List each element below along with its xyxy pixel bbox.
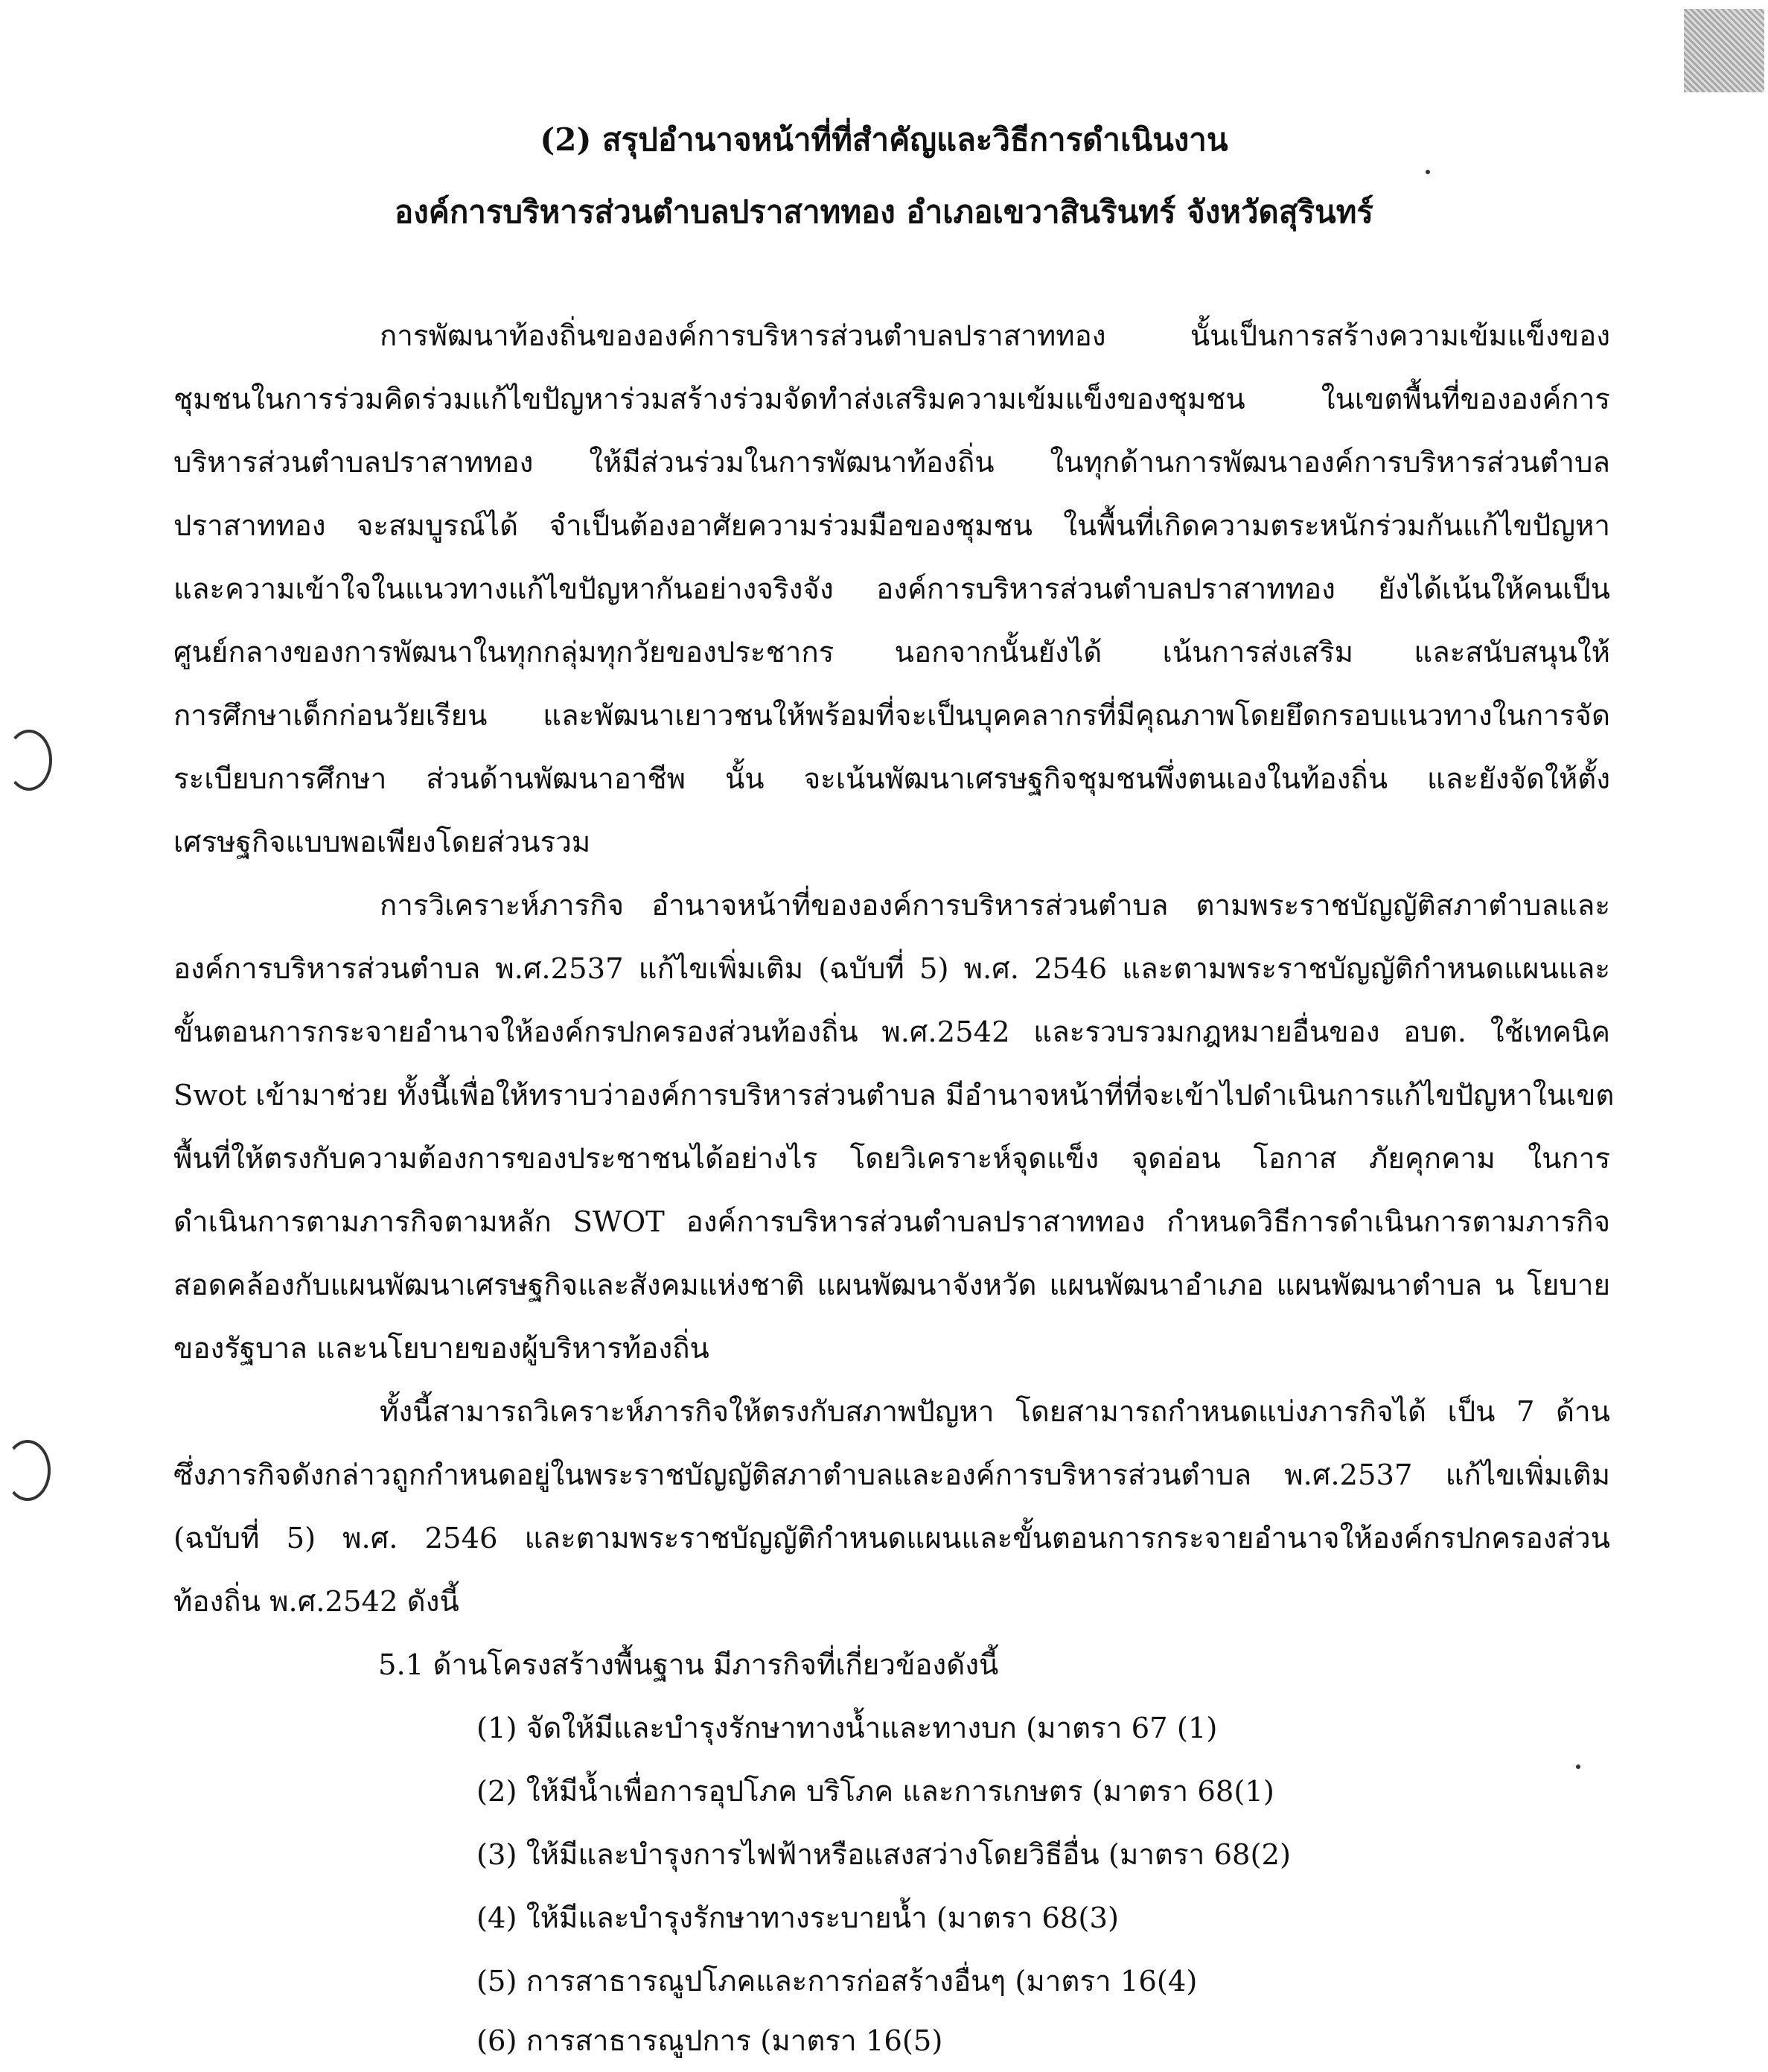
section-heading: 5.1 ด้านโครงสร้างพื้นฐาน มีภารกิจที่เกี่ยวข้องดังนี้ bbox=[378, 1648, 999, 1682]
paragraph-line: ระเบียบการศึกษา ส่วนด้านพัฒนาอาชีพ นั้น จะเน้นพัฒนาเศรษฐกิจชุมชนพึ่งตนเองในท้องถิ่น และยังจัดให้ตั้ง bbox=[173, 762, 1610, 796]
scan-speck bbox=[1426, 170, 1430, 174]
paragraph-line: ทั้งนี้สามารถวิเคราะห์ภารกิจให้ตรงกับสภาพปัญหา โดยสามารถกำหนดแบ่งภารกิจได้ เป็น 7 ด้าน bbox=[380, 1395, 1610, 1429]
paragraph-line: (ฉบับที่ 5) พ.ศ. 2546 และตามพระราชบัญญัติกำหนดแผนและขั้นตอนการกระจายอำนาจให้องค์กรปกครองส่วน bbox=[173, 1522, 1610, 1555]
paragraph-line: การวิเคราะห์ภารกิจ อำนาจหน้าที่ขององค์การบริหารส่วนตำบล ตามพระราชบัญญัติสภาตำบลและ bbox=[380, 889, 1610, 922]
list-item: (6) การสาธารณูปการ (มาตรา 16(5) bbox=[476, 2024, 943, 2058]
paragraph-line: ขั้นตอนการกระจายอำนาจให้องค์กรปกครองส่วนท้องถิ่น พ.ศ.2542 และรวบรวมกฎหมายอื่นของ อบต. ใช้เทคนิค bbox=[173, 1016, 1610, 1049]
list-item: (1) จัดให้มีและบำรุงรักษาทางน้ำและทางบก (มาตรา 67 (1) bbox=[476, 1712, 1218, 1745]
paragraph-line: เศรษฐกิจแบบพอเพียงโดยส่วนรวม bbox=[173, 826, 591, 859]
paragraph-line: ท้องถิ่น พ.ศ.2542 ดังนี้ bbox=[173, 1585, 459, 1619]
paragraph-line: ของรัฐบาล และนโยบายของผู้บริหารท้องถิ่น bbox=[173, 1332, 709, 1365]
list-item: (3) ให้มีและบำรุงการไฟฟ้าหรือแสงสว่างโดยวิธีอื่น (มาตรา 68(2) bbox=[476, 1838, 1291, 1872]
paragraph-line: ชุมชนในการร่วมคิดร่วมแก้ไขปัญหาร่วมสร้างร่วมจัดทำส่งเสริมความเข้มแข็งของชุมชน ในเขตพื้นที่ขององค์การ bbox=[173, 383, 1610, 416]
paragraph-line: การศึกษาเด็กก่อนวัยเรียน และพัฒนาเยาวชนให้พร้อมที่จะเป็นบุคคลากรที่มีคุณภาพโดยยึดกรอบแนวทางในการจัด bbox=[173, 699, 1610, 733]
paragraph-line: การพัฒนาท้องถิ่นขององค์การบริหารส่วนตำบลปราสาททอง นั้นเป็นการสร้างความเข้มแข็งของ bbox=[380, 319, 1610, 353]
paragraph-line: พื้นที่ให้ตรงกับความต้องการของประชาชนได้อย่างไร โดยวิเคราะห์จุดแข็ง จุดอ่อน โอกาส ภัยคุกคาม ในการ bbox=[173, 1142, 1610, 1176]
list-item: (5) การสาธารณูปโภคและการก่อสร้างอื่นๆ (มาตรา 16(4) bbox=[476, 1965, 1198, 1998]
paragraph-line: ศูนย์กลางของการพัฒนาในทุกกลุ่มทุกวัยของประชากร นอกจากนั้นยังได้ เน้นการส่งเสริม และสนับสนุนให้ bbox=[173, 636, 1610, 669]
punch-hole-mark bbox=[6, 730, 52, 791]
paragraph-line: ซึ่งภารกิจดังกล่าวถูกกำหนดอยู่ในพระราชบัญญัติสภาตำบลและองค์การบริหารส่วนตำบล พ.ศ.2537 แก้ไขเพิ่มเติม bbox=[173, 1459, 1610, 1492]
document-title: (2) สรุปอำนาจหน้าที่ที่สำคัญและวิธีการดำเนินงาน bbox=[540, 121, 1228, 158]
list-item: (4) ให้มีและบำรุงรักษาทางระบายน้ำ (มาตรา 68(3) bbox=[476, 1902, 1119, 1935]
paragraph-line: ปราสาททอง จะสมบูรณ์ได้ จำเป็นต้องอาศัยความร่วมมือของชุมชน ในพื้นที่เกิดความตระหนักร่วมกันแก้ไขปัญหา bbox=[173, 509, 1610, 543]
paragraph-line: สอดคล้องกับแผนพัฒนาเศรษฐกิจและสังคมแห่งชาติ แผนพัฒนาจังหวัด แผนพัฒนาอำเภอ แผนพัฒนาตำบล น โยบาย bbox=[173, 1269, 1610, 1302]
scan-speck bbox=[1576, 1765, 1580, 1769]
paragraph-line: องค์การบริหารส่วนตำบล พ.ศ.2537 แก้ไขเพิ่มเติม (ฉบับที่ 5) พ.ศ. 2546 และตามพระราชบัญญัติกำหนดแผนและ bbox=[173, 952, 1610, 986]
paragraph-line: และความเข้าใจในแนวทางแก้ไขปัญหากันอย่างจริงจัง องค์การบริหารส่วนตำบลปราสาททอง ยังได้เน้นให้คนเป็น bbox=[173, 573, 1610, 606]
paragraph-line: บริหารส่วนตำบลปราสาททอง ให้มีส่วนร่วมในการพัฒนาท้องถิ่น ในทุกด้านการพัฒนาองค์การบริหารส่วนตำบล bbox=[173, 446, 1610, 479]
corner-stamp-mark bbox=[1684, 9, 1764, 92]
paragraph-line: ดำเนินการตามภารกิจตามหลัก SWOT องค์การบริหารส่วนตำบลปราสาททอง กำหนดวิธีการดำเนินการตามภารกิจ bbox=[173, 1205, 1610, 1239]
document-subtitle: องค์การบริหารส่วนตำบลปราสาททอง อำเภอเขวาสินรินทร์ จังหวัดสุรินทร์ bbox=[395, 194, 1373, 230]
punch-hole-mark bbox=[4, 1440, 51, 1501]
list-item: (2) ให้มีน้ำเพื่อการอุปโภค บริโภค และการเกษตร (มาตรา 68(1) bbox=[476, 1775, 1274, 1808]
paragraph-line: Swot เข้ามาช่วย ทั้งนี้เพื่อให้ทราบว่าองค์การบริหารส่วนตำบล มีอำนาจหน้าที่ที่จะเข้าไปดำเนินการแก้ไขปัญหาในเขต bbox=[173, 1079, 1615, 1112]
